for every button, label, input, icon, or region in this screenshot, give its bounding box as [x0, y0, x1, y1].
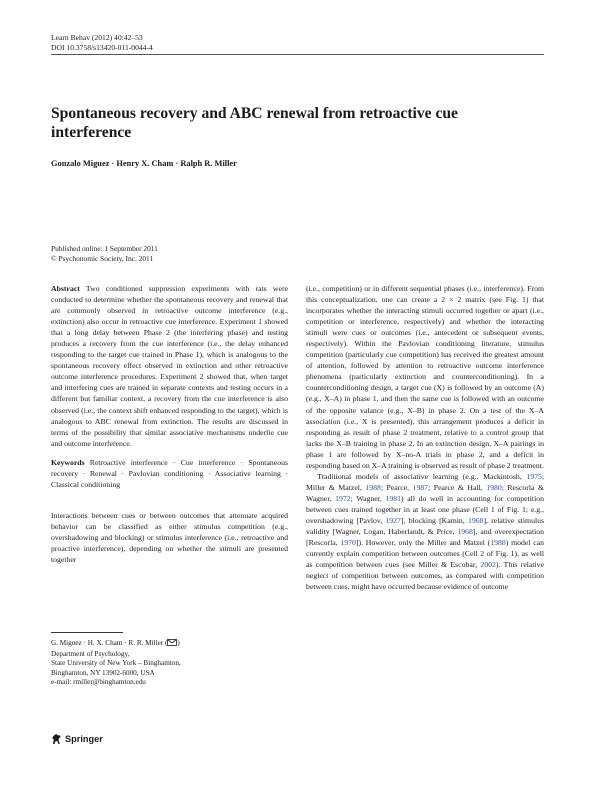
keywords-text: Retroactive interference · Cue interference · Spontaneous recovery · Renewal · Pavlovian conditioning · Associative learning · Classical conditioning [51, 457, 288, 489]
journal-meta [51, 33, 153, 53]
text-run: ], blocking [Kamin, [400, 515, 468, 525]
text-run: ], and overexpectation [Rescorla, [306, 527, 544, 548]
author-list: Gonzalo Miguez · Henry X. Cham · Ralph R. Miller [51, 159, 237, 168]
reference-link[interactable]: 1980 [486, 482, 502, 492]
reference-link[interactable]: 1968 [467, 515, 484, 525]
text-run: ). This relative neglect of competition between outcomes, as compared with competition between cues, might have occurred because evidence of outcome [306, 560, 544, 592]
abstract-text: Two conditioned suppression experiments with rats were conducted to determine whether the spontaneous recovery and renewal that are commonly observed in retroactive outcome interference (e.g., extinction) also occur in retroactive cue interference. Experiment 1 showed that a long delay between Phase 2 (the interfering phase) and testing produces a recovery from the cue interference (i.e., the delay enhanced responding to the target cue trained in Phase 1), which is analogous to the spontaneous recovery effect observed in extinction and other retroactive outcome interference procedures. Experiment 2 showed that, when target and interfering cues are trained in separate contexts and testing occurs in a different but familiar context, a recovery from the cue interference is also observed (i.e., the context shift enhanced responding to the target), which is analogous to ABC renewal from extinction. The results are discussed in terms of the possibility that similar associative mechanisms underlie cue and outcome interference. [51, 284, 288, 448]
springer-wordmark: Springer [65, 734, 103, 744]
body-paragraph-2 [306, 471, 544, 593]
footnote-address: Binghamton, NY 13902-6000, USA [51, 668, 155, 677]
reference-link[interactable]: 1970 [340, 538, 356, 548]
text-run: ], relative stimulus validity [Wagner, Logan, Haberlandt, & Price, [306, 515, 544, 537]
text-run: ) model can currently explain competition between outcomes (Cell 2 of Fig. 1), as well as competition between cues (see Miller & Escobar, [306, 538, 544, 570]
footnote-names: G. Miguez · H. X. Cham · R. R. Miller ( [51, 639, 168, 647]
text-run: Traditional models of associative learning (e.g., Mackintosh, [317, 471, 527, 481]
text-run: ]). However, only the Miller and Matzel ( [355, 538, 491, 548]
reference-link[interactable]: 1987 [412, 482, 429, 492]
text-run: ; Wagner, [350, 493, 386, 503]
abstract-label: Abstract [51, 284, 80, 293]
text-run: ; Pearce, [380, 482, 413, 492]
article-title: Spontaneous recovery and ABC renewal from retroactive cue interference [51, 105, 458, 141]
body-paragraph-1: (i.e., competition) or in different sequential phases (i.e., interference). From this conceptualization, one can create a 2 × 2 matrix (see Fig. 1) that incorporates whether the interacting stimuli occurred together or apart (i.e., competition or interference, respectively) and whether the interacting stimuli were cues or outcomes (i.e., antecedent or subsequent events, respectively). Within the Pavlovian conditioning literature, stimulus competition (particularly cue competition) has received the greatest amount of attention, followed by attention to retroactive outcome interference phenomena (particularly extinction and counterconditioning). In a counterconditioning design, a target cue (X) is followed by an outcome (A) (e.g., X–A) in phase 1, and then the same cue is followed with an outcome of the opposite valance (e.g., X–B) in phase 2. On a test of the X–A association (i.e., X is presented), this arrangement produces a deficit in responding as result of phase 2 treatment, relative to a control group that lacks the X–B training in phase 2. In an extinction design, X–A pairings in phase 1 are followed by X–no-A trials in phase 2, and a deficit in responding based on X–A training is observed as result of phase 2 treatment. [306, 284, 544, 470]
footnote-department: Department of Psychology, [51, 649, 130, 658]
footnote-university: State University of New York – Binghamton, [51, 659, 181, 668]
keywords-label: Keywords [51, 457, 85, 467]
springer-horse-logo [51, 733, 62, 745]
reference-link[interactable]: 1972 [335, 493, 351, 503]
reference-link[interactable]: 2002 [480, 560, 496, 570]
published-online: Published online: 1 September 2011 [51, 244, 158, 253]
footnote-rule [51, 632, 123, 633]
reference-link[interactable]: 1975 [526, 471, 542, 481]
journal-citation: Learn Behav (2012) 40:42–53 [51, 33, 143, 42]
left-column [51, 283, 288, 565]
footnote-authors [51, 639, 181, 650]
keywords [51, 457, 288, 490]
footnote-email[interactable]: e-mail: rmiller@binghamton.edu [51, 678, 146, 687]
reference-link[interactable]: 1981 [385, 493, 401, 503]
text-run: ; Rescorla & Wagner, [306, 482, 545, 503]
text-run: ; Pearce & Hall, [428, 482, 487, 492]
author-footnote [51, 639, 181, 688]
publication-info [51, 244, 158, 264]
reference-link[interactable]: 1988 [490, 538, 506, 548]
header-rule [51, 54, 544, 55]
intro-paragraph: Interactions between cues or between outcomes that attenuate acquired behavior can be classified as either stimulus competition (e.g., overshadowing and blocking) or stimulus interference (i.e., retroactive and proactive interference), depending on whether the stimuli are presented together [51, 510, 288, 565]
envelope-icon[interactable] [167, 639, 180, 650]
reference-link[interactable]: 1968 [457, 527, 473, 537]
abstract [51, 283, 288, 449]
right-column [306, 283, 544, 592]
footnote-paren: ) [177, 639, 180, 647]
text-run: ) all do well in accounting for competition between cues trained together in at least one phase (Cell 1 of Fig. 1; e.g., overshadowing [Pavlov, [306, 493, 544, 525]
doi[interactable]: DOI 10.3758/s13420-011-0044-4 [51, 43, 153, 52]
reference-link[interactable]: 1927 [385, 515, 401, 525]
text-run: ; Miller & Matzel, [306, 471, 544, 492]
reference-link[interactable]: 1988 [365, 482, 381, 492]
copyright: © Psychonomic Society, Inc. 2011 [51, 254, 154, 263]
springer-logo [51, 733, 103, 745]
